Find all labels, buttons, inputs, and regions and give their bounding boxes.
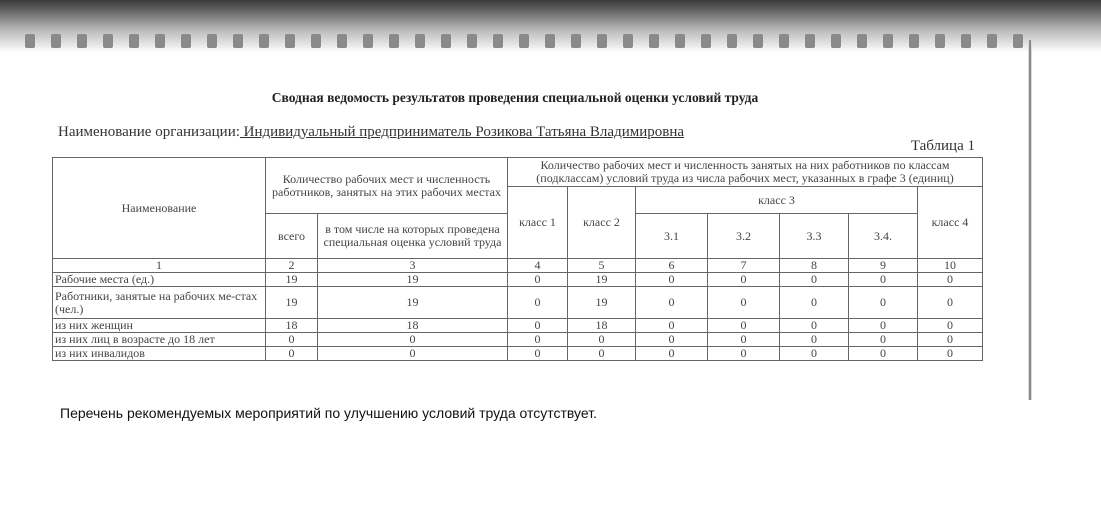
table-cell: 0	[508, 273, 568, 287]
table-cell: 0	[318, 333, 508, 347]
header-c32: 3.2	[708, 214, 780, 259]
binding-hole	[1013, 34, 1023, 48]
header-group1: Количество рабочих мест и численность работников, занятых на этих рабочих местах	[266, 158, 508, 214]
table-cell: 0	[508, 287, 568, 319]
table-cell: 0	[636, 319, 708, 333]
binding-hole	[363, 34, 373, 48]
table-cell: 0	[918, 287, 983, 319]
column-number: 2	[266, 259, 318, 273]
binding-hole	[519, 34, 529, 48]
table-cell: 0	[780, 319, 849, 333]
table-cell: 0	[508, 347, 568, 361]
organization-line	[58, 124, 684, 141]
table-cell: 0	[708, 333, 780, 347]
row-name: Рабочие места (ед.)	[53, 273, 266, 287]
table-row	[53, 347, 983, 361]
binding-hole	[857, 34, 867, 48]
table-cell: 0	[636, 287, 708, 319]
binding-hole	[207, 34, 217, 48]
table-cell: 0	[708, 347, 780, 361]
header-name: Наименование	[53, 158, 266, 259]
table-cell: 0	[849, 287, 918, 319]
table-cell: 0	[708, 273, 780, 287]
summary-table	[52, 157, 983, 361]
binding-hole	[51, 34, 61, 48]
header-c34: 3.4.	[849, 214, 918, 259]
row-name: из них инвалидов	[53, 347, 266, 361]
column-number: 6	[636, 259, 708, 273]
binding-hole	[701, 34, 711, 48]
binding-hole	[259, 34, 269, 48]
table-cell: 0	[508, 333, 568, 347]
document-title: Сводная ведомость результатов проведения специальной оценки условий труда	[271, 90, 759, 105]
header-c33: 3.3	[780, 214, 849, 259]
table-cell: 0	[266, 333, 318, 347]
table-cell: 19	[266, 287, 318, 319]
table-cell: 18	[318, 319, 508, 333]
binding-hole	[649, 34, 659, 48]
table-cell: 0	[508, 319, 568, 333]
binding-hole	[987, 34, 997, 48]
binding-hole	[805, 34, 815, 48]
table-cell: 0	[636, 333, 708, 347]
header-class1: класс 1	[508, 187, 568, 259]
table-cell: 0	[708, 287, 780, 319]
binding-hole	[753, 34, 763, 48]
row-name: Работники, занятые на рабочих ме-стах (чел.)	[53, 287, 266, 319]
table-cell: 18	[266, 319, 318, 333]
header-group2: Количество рабочих мест и численность занятых на них работников по классам (подклассам) условий труда из числа рабочих мест, указанных в графе 3 (единиц)	[508, 158, 983, 187]
table-cell: 0	[849, 273, 918, 287]
row-name: из них лиц в возрасте до 18 лет	[53, 333, 266, 347]
table-cell: 0	[918, 273, 983, 287]
table-cell: 19	[266, 273, 318, 287]
header-total: всего	[266, 214, 318, 259]
table-cell: 0	[849, 333, 918, 347]
binding-hole	[155, 34, 165, 48]
binding-hole	[571, 34, 581, 48]
table-cell: 0	[636, 273, 708, 287]
column-number: 9	[849, 259, 918, 273]
binding-hole	[441, 34, 451, 48]
header-class3: класс 3	[636, 187, 918, 214]
table-label: Таблица 1	[910, 138, 975, 154]
binding-hole	[25, 34, 35, 48]
column-number: 4	[508, 259, 568, 273]
binding-hole	[233, 34, 243, 48]
binding-hole	[389, 34, 399, 48]
binding-hole	[129, 34, 139, 48]
binding-hole	[181, 34, 191, 48]
table-cell: 0	[568, 333, 636, 347]
binding-hole	[935, 34, 945, 48]
table-cell: 0	[849, 319, 918, 333]
table-cell: 0	[918, 333, 983, 347]
binding-hole	[675, 34, 685, 48]
binding-hole	[779, 34, 789, 48]
binding-hole	[77, 34, 87, 48]
binding-strip	[0, 0, 1101, 52]
binding-hole	[597, 34, 607, 48]
table-row	[53, 287, 983, 319]
table-row	[53, 319, 983, 333]
recommendations-note: Перечень рекомендуемых мероприятий по улучшению условий труда отсутствует.	[60, 405, 597, 421]
table-cell: 0	[780, 273, 849, 287]
header-assessed: в том числе на которых проведена специальная оценка условий труда	[318, 214, 508, 259]
binding-hole	[961, 34, 971, 48]
binding-hole	[467, 34, 477, 48]
table-cell: 19	[568, 287, 636, 319]
table-cell: 18	[568, 319, 636, 333]
org-value: Индивидуальный предприниматель Розикова Татьяна Владимировна	[239, 124, 685, 140]
column-numbers-row	[53, 259, 983, 273]
table-cell: 0	[918, 319, 983, 333]
table-cell: 0	[568, 347, 636, 361]
table-cell: 0	[780, 347, 849, 361]
header-c31: 3.1	[636, 214, 708, 259]
column-number: 10	[918, 259, 983, 273]
row-name: из них женщин	[53, 319, 266, 333]
column-number: 8	[780, 259, 849, 273]
header-class4: класс 4	[918, 187, 983, 259]
table-row	[53, 273, 983, 287]
binding-hole	[415, 34, 425, 48]
table-cell: 0	[708, 319, 780, 333]
column-number: 3	[318, 259, 508, 273]
table-cell: 0	[636, 347, 708, 361]
binding-hole	[103, 34, 113, 48]
table-cell: 0	[780, 333, 849, 347]
binding-hole	[545, 34, 555, 48]
binding-hole	[493, 34, 503, 48]
table-cell: 19	[568, 273, 636, 287]
binding-hole	[909, 34, 919, 48]
table-cell: 0	[849, 347, 918, 361]
binding-hole	[727, 34, 737, 48]
binding-hole	[883, 34, 893, 48]
binding-hole	[623, 34, 633, 48]
binding-hole	[285, 34, 295, 48]
binding-hole	[311, 34, 321, 48]
table-cell: 0	[318, 347, 508, 361]
binding-hole	[831, 34, 841, 48]
table-row	[53, 333, 983, 347]
table-cell: 0	[780, 287, 849, 319]
table-cell: 19	[318, 273, 508, 287]
binding-hole	[337, 34, 347, 48]
table-cell: 19	[318, 287, 508, 319]
org-label: Наименование организации:	[58, 124, 240, 140]
column-number: 1	[53, 259, 266, 273]
column-number: 7	[708, 259, 780, 273]
table-cell: 0	[266, 347, 318, 361]
table-cell: 0	[918, 347, 983, 361]
column-number: 5	[568, 259, 636, 273]
header-class2: класс 2	[568, 187, 636, 259]
